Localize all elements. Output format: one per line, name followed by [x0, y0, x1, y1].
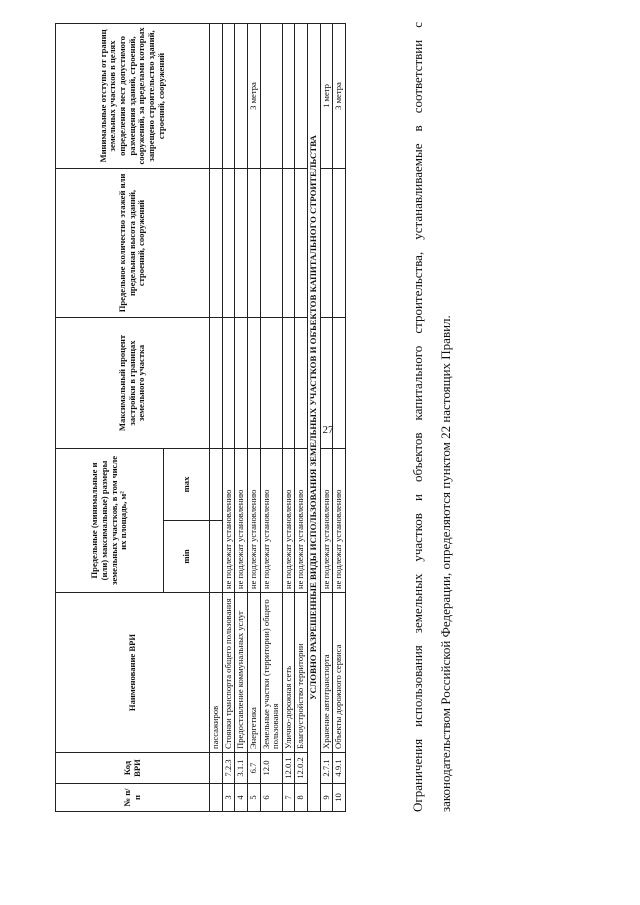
- table-row: [247, 23, 260, 811]
- row-setback: 3 метра: [247, 23, 260, 168]
- table-row: [320, 23, 333, 811]
- row-num: 6: [260, 784, 282, 812]
- header-floors: Предельное количество этажей или предельная высота зданий, строений, сооружений: [56, 168, 210, 317]
- row-floors: [247, 168, 260, 317]
- row-percent: [222, 317, 235, 448]
- header-setback: Минимальные отступы от границ земельных участков в целях определения мест допустимого размещения зданий, строений, сооружений, за пределами которых запрещено строительство зданий, строений, сооружений: [56, 23, 210, 168]
- row-name: Хранение автотранспорта: [320, 593, 333, 753]
- header-name: Наименование ВРИ: [56, 593, 210, 753]
- row-name: Благоустройство территории: [295, 593, 308, 753]
- header-plot-size: Предельные (минимальные и (или) максимальные) размеры земельных участков, в том числе их площадь, м²: [56, 448, 164, 592]
- row-num: 3: [222, 784, 235, 812]
- row-setback: [235, 23, 248, 168]
- regulations-table: [55, 23, 346, 812]
- row-code: 12.0: [260, 753, 282, 784]
- row-num: 4: [235, 784, 248, 812]
- row-size: не подлежат установлению: [222, 448, 235, 592]
- row-floors: [260, 168, 282, 317]
- table-row: [282, 23, 295, 811]
- row-name: Энергетика: [247, 593, 260, 753]
- header-code: Код ВРИ: [56, 753, 210, 784]
- header-percent: Максимальный процент застройки в границах земельного участка: [56, 317, 210, 448]
- row-code: 7.2.3: [222, 753, 235, 784]
- row-percent: [282, 317, 295, 448]
- row-code: 3.1.1: [235, 753, 248, 784]
- row-percent: [260, 317, 282, 448]
- row-floors: [295, 168, 308, 317]
- table-row: [333, 23, 346, 811]
- row-floors: [282, 168, 295, 317]
- row-floors: [333, 168, 346, 317]
- row-percent: [235, 317, 248, 448]
- row-code: 12.0.2: [295, 753, 308, 784]
- row-setback: [260, 23, 282, 168]
- note-paragraph: Ограничения использования земельных участков и объектов капитального строительства, устанавливаемые в соответствии с законодательством Российской Федерации, определяются пунктом 22 настоящих Правил.: [410, 22, 453, 812]
- row-size: не подлежат установлению: [235, 448, 248, 592]
- table-row: [260, 23, 282, 811]
- table-row: [222, 23, 235, 811]
- row-percent: [295, 317, 308, 448]
- row-size: не подлежат установлению: [282, 448, 295, 592]
- row-floors: [320, 168, 333, 317]
- row-name: Предоставление коммунальных услуг: [235, 593, 248, 753]
- row-size: не подлежат установлению: [260, 448, 282, 592]
- row-code: 4.9.1: [333, 753, 346, 784]
- row-num: 8: [295, 784, 308, 812]
- row-size: не подлежат установлению: [295, 448, 308, 592]
- row-setback: [282, 23, 295, 168]
- row-code: 12.0.1: [282, 753, 295, 784]
- row-code: 2.7.1: [320, 753, 333, 784]
- page-number: 27: [322, 424, 334, 436]
- row-name: Стоянки транспорта общего пользования: [222, 593, 235, 753]
- header-min: min: [164, 521, 210, 593]
- row-num: 10: [333, 784, 346, 812]
- header-max: max: [164, 448, 210, 520]
- row-size: не подлежат установлению: [320, 448, 333, 592]
- row-name: Улично-дорожная сеть: [282, 593, 295, 753]
- row-setback: [222, 23, 235, 168]
- table-row-continuation: [210, 23, 223, 811]
- row-floors: [235, 168, 248, 317]
- row-size: не подлежат установлению: [333, 448, 346, 592]
- row-setback: 1 метр: [320, 23, 333, 168]
- row-setback: 3 метра: [333, 23, 346, 168]
- row-setback: [295, 23, 308, 168]
- row-name: Объекты дорожного сервиса: [333, 593, 346, 753]
- section-header-row: [308, 23, 321, 811]
- row-code: 6.7: [247, 753, 260, 784]
- row-size: не подлежат установлению: [247, 448, 260, 592]
- row-num: 5: [247, 784, 260, 812]
- header-num: № п/п: [56, 784, 210, 812]
- row-percent: [247, 317, 260, 448]
- continuation-text: пассажиров: [210, 593, 223, 753]
- section-title: УСЛОВНО РАЗРЕШЕННЫЕ ВИДЫ ИСПОЛЬЗОВАНИЯ ЗЕМЕЛЬНЫХ УЧАСТКОВ И ОБЪЕКТОВ КАПИТАЛЬНОГО СТРОИТЕЛЬСТВА: [308, 23, 321, 811]
- table-row: [235, 23, 248, 811]
- row-name: Земельные участки (территории) общего пользования: [260, 593, 282, 753]
- row-num: 9: [320, 784, 333, 812]
- row-percent: [320, 317, 333, 448]
- row-percent: [333, 317, 346, 448]
- table-row: [295, 23, 308, 811]
- row-num: 7: [282, 784, 295, 812]
- row-floors: [222, 168, 235, 317]
